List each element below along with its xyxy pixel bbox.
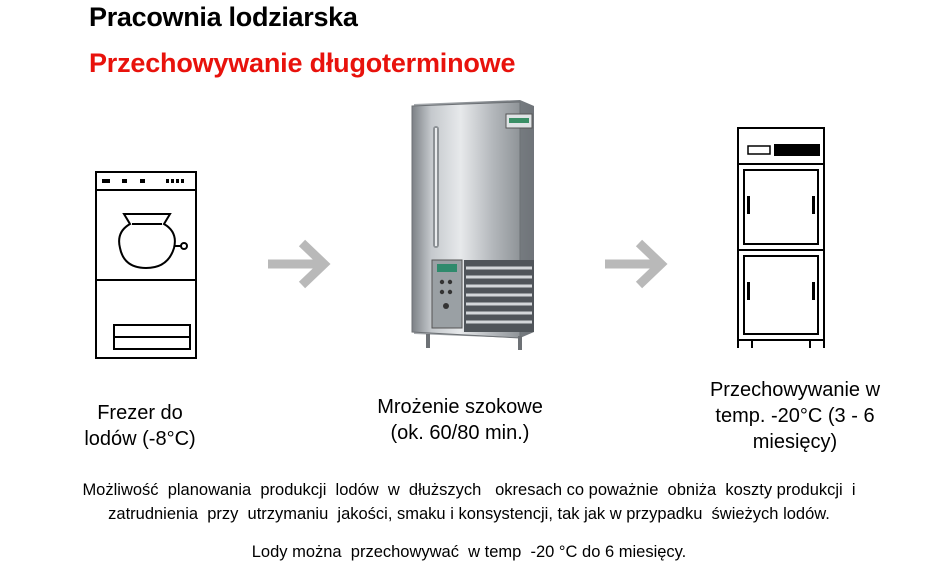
page-subtitle: Przechowywanie długoterminowe: [89, 48, 516, 78]
page-title: Pracownia lodziarska: [89, 2, 358, 32]
description-text: Możliwość planowania produkcji lodów w dłuższych okresach co poważnie obniża koszty produkcji i zatrudnienia przy utrzymaniu jakości, smaku i konsystencji, tak jak w przypadku świeżych lodów.: [82, 481, 856, 523]
storage-note: Lody można przechowywać w temp -20 °C do 6 miesięcy.: [251, 543, 687, 561]
step-label-storage: Przechowywanie w temp. -20°C (3 - 6 miesięcy): [709, 379, 881, 453]
ice-cream-freezer-icon: [94, 170, 198, 362]
arrow-right-icon: [603, 238, 669, 290]
storage-freezer-icon: [734, 126, 828, 354]
step-label-freezer: Frezer do lodów (-8°C): [84, 402, 196, 450]
arrow-right-icon: [266, 238, 332, 290]
step-label-blast-chilling: Mrożenie szokowe (ok. 60/80 min.): [377, 396, 543, 444]
blast-chiller-icon: [402, 96, 542, 352]
